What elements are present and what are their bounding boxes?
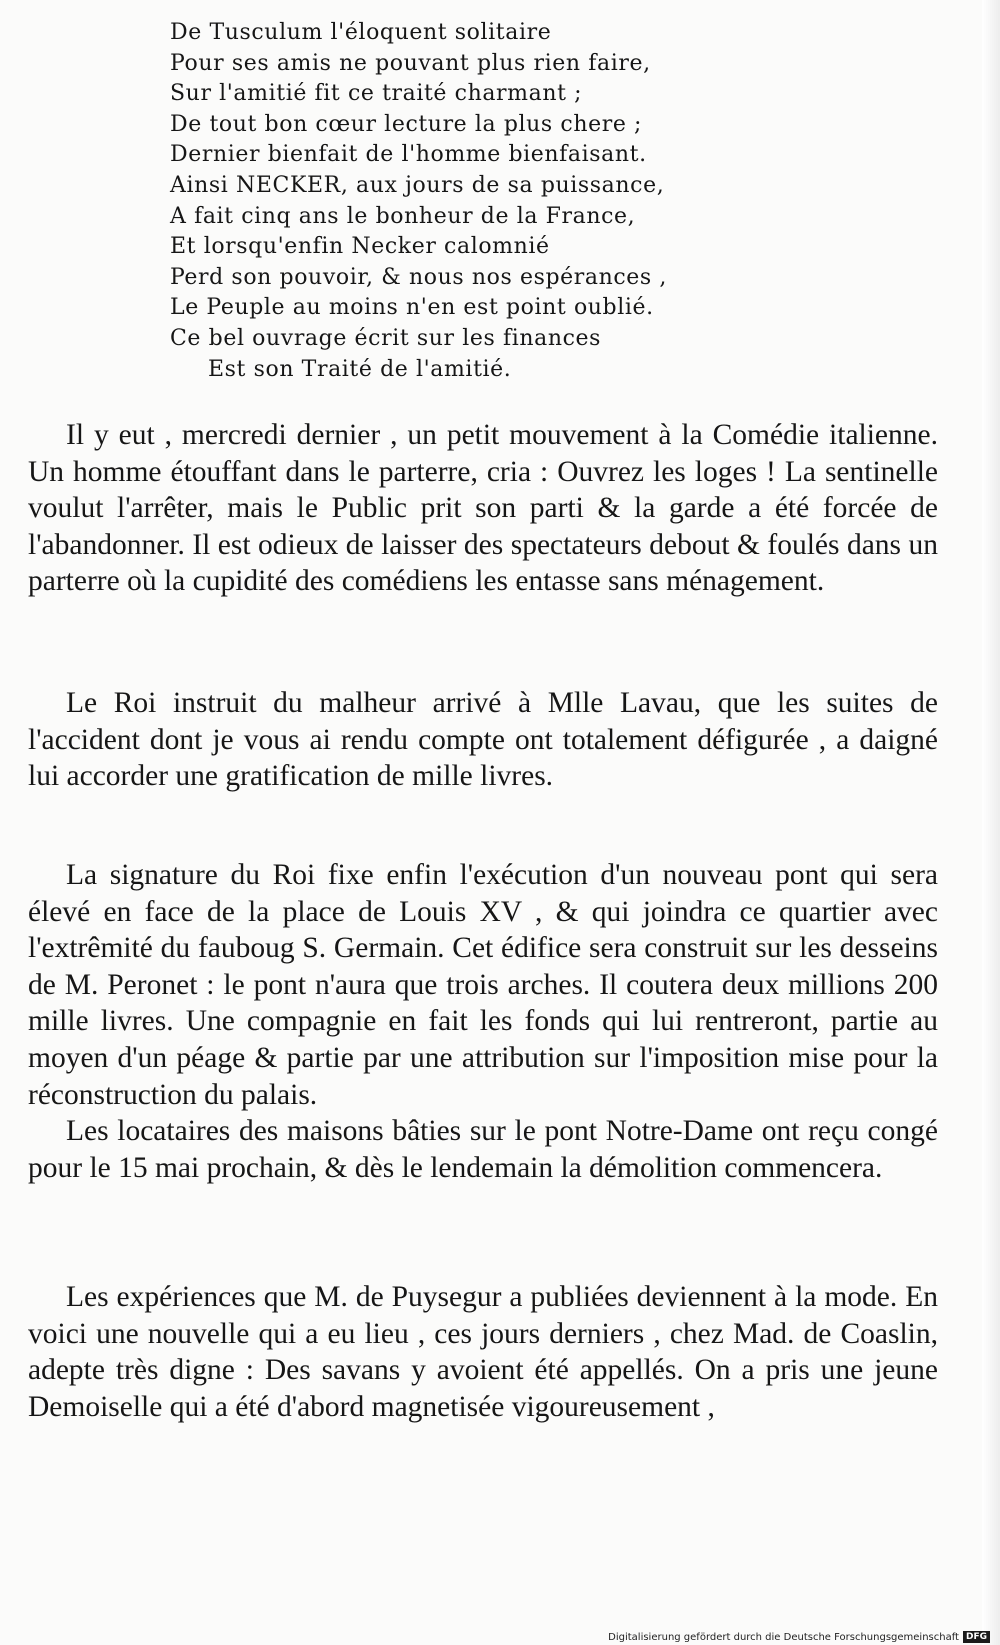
poem-line: Sur l'amitié fit ce traité charmant ;: [170, 81, 583, 107]
poem-line: Pour ses amis ne pouvant plus rien faire,: [170, 50, 651, 76]
poem-line: De tout bon cœur lecture la plus chere ;: [170, 111, 643, 137]
paragraph-text: La signature du Roi fixe enfin l'exécution d'un nouveau pont qui sera élevé en face de la place de Louis XV , & qui joindra ce quartier avec l'extrêmité du fauboug S. Germain. Cet édifice sera construit sur les desseins de M. Peronet : le pont n'aura que trois arches. Il coutera deux millions 200 mille livres. Une compagnie en fait les fonds qui lui rentreront, partie au moyen d'un péage & partie par une attribution sur l'imposition mise pour la réconstruction du palais.: [28, 859, 938, 1111]
paragraph-text: Il y eut , mercredi dernier , un petit mouvement à la Comédie italienne. Un homme étouffant dans le parterre, cria : Ouvrez les loges ! La sentinelle voulut l'arrêter, mais le Public prit son parti & la garde a été forcée de l'abandonner. Il est odieux de laisser des spectateurs debout & foulés dans un parterre où la cupidité des comédiens les entasse sans ménagement.: [28, 419, 938, 598]
dfg-logo: DFG: [963, 1631, 990, 1643]
poem-line: Perd son pouvoir, & nous nos espérances ,: [170, 264, 667, 290]
paragraph-comedie-italienne: [28, 417, 938, 600]
poem-line: De Tusculum l'éloquent solitaire: [170, 20, 552, 45]
poem-line: Ce bel ouvrage écrit sur les finances: [170, 325, 602, 351]
paragraph-text: Les expériences que M. de Puysegur a publiées deviennent à la mode. En voici une nouvelle qui a eu lieu , ces jours derniers , chez Mad. de Coaslin, adepte très digne : Des savans y avoient été appellés. On a pris une jeune Demoiselle qui a été d'abord magnetisée vigoureusement ,: [28, 1281, 938, 1423]
digitization-credit: [608, 1631, 990, 1643]
poem: [170, 18, 770, 385]
paragraph-text: Le Roi instruit du malheur arrivé à Mlle Lavau, que les suites de l'accident dont je vous ai rendu compte ont totalement défigurée , a daigné lui accorder une gratification de mille livres.: [28, 687, 938, 793]
poem-line: Le Peuple au moins n'en est point oublié.: [170, 295, 654, 321]
paragraph-puysegur: [28, 1279, 938, 1425]
credit-text: Digitalisierung gefördert durch die Deutsche Forschungsgemeinschaft: [608, 1631, 959, 1643]
poem-line: Et lorsqu'enfin Necker calomnié: [170, 234, 550, 260]
scan-edge: [982, 0, 1000, 1645]
poem-line: Est son Traité de l'amitié.: [208, 356, 512, 382]
poem-line: Dernier bienfait de l'homme bienfaisant.: [170, 142, 647, 168]
paragraph-text: Les locataires des maisons bâties sur le pont Notre-Dame ont reçu congé pour le 15 mai prochain, & dès le lendemain la démolition commencera.: [28, 1115, 938, 1184]
poem-line: Ainsi NECKER, aux jours de sa puissance,: [170, 172, 665, 198]
paragraph-nouveau-pont: [28, 857, 938, 1186]
paragraph-mlle-lavau: [28, 685, 938, 795]
poem-line: A fait cinq ans le bonheur de la France,: [170, 203, 636, 229]
